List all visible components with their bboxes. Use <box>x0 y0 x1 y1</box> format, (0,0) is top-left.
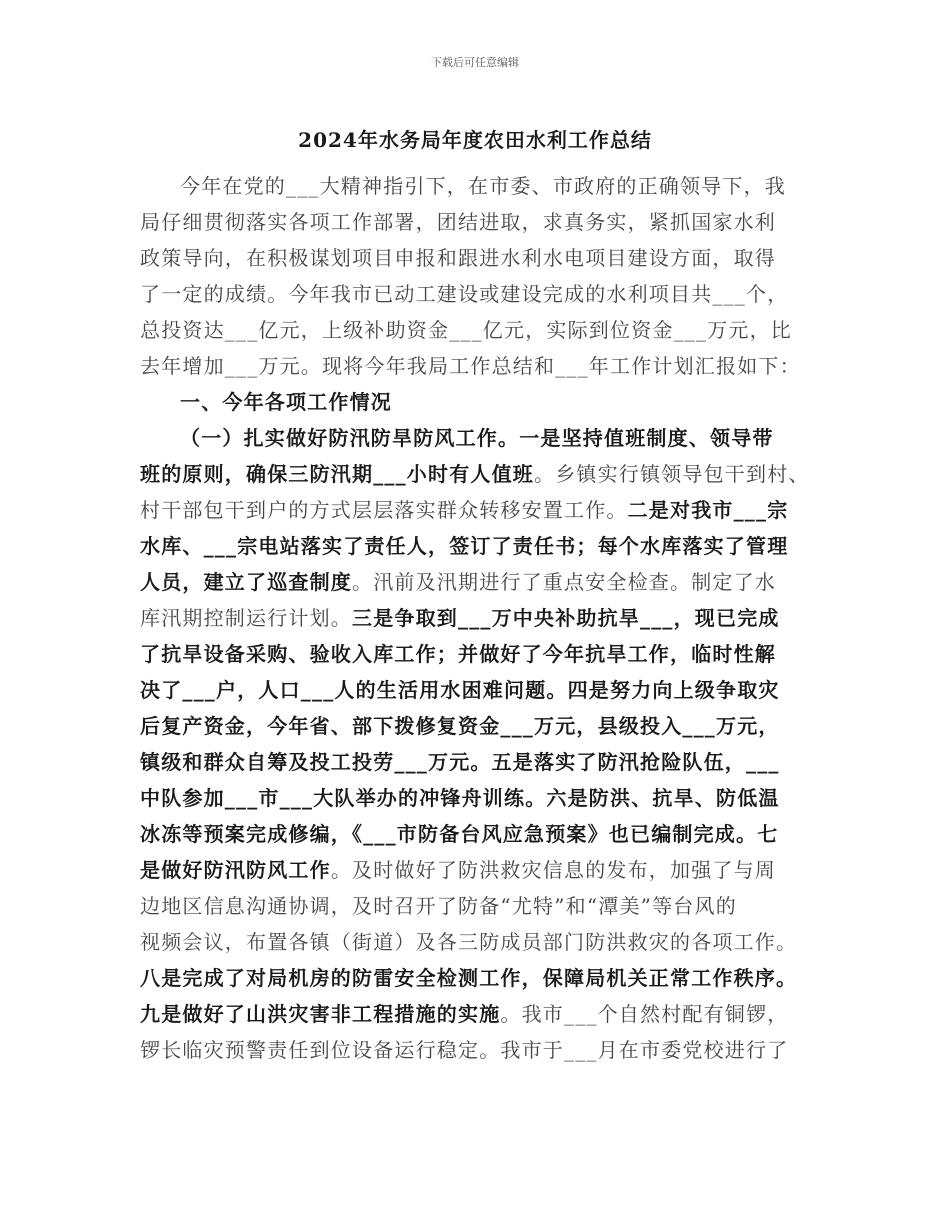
text-run: 。及时做好了防洪救灾信息的发布，加强了与周 <box>330 858 777 882</box>
text-run: 锣长临灾预警责任到位设备运行稳定。我市于___月在市委党校进行了 <box>140 1038 789 1062</box>
document-title: 2024年水务局年度农田水利工作总结 <box>298 128 652 152</box>
text-run: 。我市___个自然村配有铜锣， <box>500 1002 789 1026</box>
text-run: 今年在党的___大精神指引下，在市委、市政府的正确领导下，我 <box>180 174 786 198</box>
text-line <box>140 564 812 600</box>
text-line <box>140 492 812 528</box>
bold-text-run: 决了___户，人口___人的生活用水困难问题。四是努力向上级争取灾 <box>140 678 780 702</box>
text-line <box>140 528 812 564</box>
text-line <box>140 672 812 708</box>
text-line <box>140 960 812 996</box>
text-line <box>140 276 812 312</box>
bold-text-run: 镇级和群众自筹及投工投劳___万元。五是落实了防汛抢险队伍，___ <box>140 750 780 774</box>
bold-text-run: 冰冻等预案完成修编，《___市防备台风应急预案》也已编制完成。七 <box>140 822 779 846</box>
text-line <box>140 636 812 672</box>
text-run: 库汛期控制运行计划。 <box>140 606 352 630</box>
text-line <box>140 420 812 456</box>
text-line <box>140 708 812 744</box>
bold-text-run: 班的原则，确保三防汛期___小时有人值班 <box>140 462 534 486</box>
text-line <box>140 744 812 780</box>
text-run: 边地区信息沟通协调，及时召开了防备“尤特”和“潭美”等台风的 <box>140 894 737 918</box>
bold-text-run: 八是完成了对局机房的防雷安全检测工作，保障局机关正常工作秩序。 <box>140 966 798 990</box>
bold-text-run: 了抗旱设备采购、验收入库工作；并做好了今年抗旱工作，临时性解 <box>140 642 776 666</box>
text-run: 。汛前及汛期进行了重点安全检查。制定了水 <box>352 570 776 594</box>
bold-text-run: 一、今年各项工作情况 <box>180 390 392 414</box>
text-line <box>140 780 812 816</box>
text-line <box>140 924 812 960</box>
text-line <box>140 600 812 636</box>
text-line <box>140 168 812 204</box>
document-body <box>140 168 812 1068</box>
bold-text-run: 水库、___宗电站落实了责任人，签订了责任书；每个水库落实了管理 <box>140 534 789 558</box>
text-run: 。乡镇实行镇领导包干到村、 <box>534 462 810 486</box>
text-run: 政策导向，在积极谋划项目申报和跟进水利水电项目建设方面，取得 <box>140 246 776 270</box>
text-run: 局仔细贯彻落实各项工作部署，团结进取，求真务实，紧抓国家水利 <box>140 210 776 234</box>
bold-text-run: 人员，建立了巡查制度 <box>140 570 352 594</box>
text-line <box>140 204 812 240</box>
bold-text-run: 九是做好了山洪灾害非工程措施的实施 <box>140 1002 501 1026</box>
bold-text-run: 后复产资金，今年省、部下拨修复资金___万元，县级投入___万元， <box>140 714 780 738</box>
text-line <box>140 384 812 420</box>
text-line <box>140 888 812 924</box>
text-line <box>140 816 812 852</box>
text-run: 视频会议，布置各镇（街道）及各三防成员部门防洪救灾的各项工作。 <box>140 930 798 954</box>
text-line <box>140 1032 812 1068</box>
text-line <box>140 240 812 276</box>
text-line <box>140 996 812 1032</box>
text-line <box>140 852 812 888</box>
bold-text-run: 中队参加___市___大队举办的冲锋舟训练。六是防洪、抗旱、防低温 <box>140 786 780 810</box>
text-run: 去年增加___万元。现将今年我局工作总结和___年工作计划汇报如下： <box>140 354 801 378</box>
bold-text-run: 二是对我市___宗 <box>627 498 789 522</box>
text-line <box>140 348 812 384</box>
bold-text-run: 三是争取到___万中央补助抗旱___，现已完成 <box>352 606 780 630</box>
text-run: 村干部包干到户的方式层层落实群众转移安置工作。 <box>140 498 628 522</box>
text-run: 了一定的成绩。今年我市已动工建设或建设完成的水利项目共___个， <box>140 282 789 306</box>
text-line <box>140 312 812 348</box>
bold-text-run: （一）扎实做好防汛防旱防风工作。一是坚持值班制度、领导带 <box>180 426 774 450</box>
text-line <box>140 456 812 492</box>
bold-text-run: 是做好防汛防风工作 <box>140 858 331 882</box>
text-run: 总投资达___亿元，上级补助资金___亿元，实际到位资金___万元，比 <box>140 318 792 342</box>
page-header-note: 下载后可任意编辑 <box>431 56 519 69</box>
